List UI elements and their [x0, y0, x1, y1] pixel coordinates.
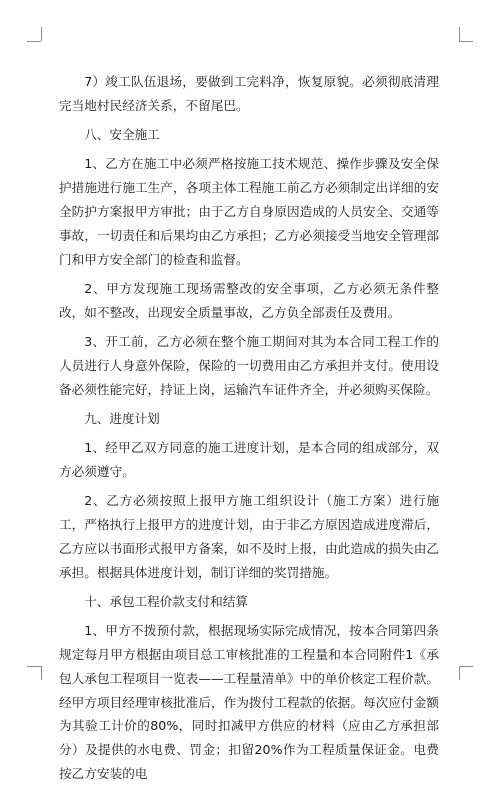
crop-mark-bottom-left-v — [41, 666, 42, 680]
section-heading-safety: 八、安全施工 — [84, 127, 160, 143]
paragraph-schedule-1: 1、经甲乙双方同意的施工进度计划，是本合同的组成部分，双方必须遵守。 — [59, 440, 439, 479]
crop-mark-bottom-right-v — [459, 666, 460, 680]
document-body — [59, 70, 439, 791]
paragraph-cleanup: 7）竣工队伍退场，要做到工完料净，恢复原貌。必须彻底清理完当地村民经济关系，不留尾巴。 — [59, 74, 439, 113]
section-heading-payment: 十、承包工程价款支付和结算 — [84, 593, 248, 609]
crop-mark-top-right-h — [459, 41, 473, 42]
section-heading-schedule: 九、进度计划 — [84, 410, 160, 426]
paragraph-payment-1: 1、甲方不拨预付款，根据现场实际完成情况，按本合同第四条规定每月甲方根据由项目总工审核批准的工程量和本合同附件1《承包人承包工程项目一览表——工程量清单》中的单价核定工程价款。经甲方项目经理审核批准后，作为拨付工程款的依据。每次应付金额为其验工计价的80%，同时扣减甲方供应的材料（应由乙方承担部分）及提供的水电费、罚金；扣留20%作为工程质量保证金。电费按乙方安装的电 — [59, 623, 439, 782]
paragraph-safety-1: 1、乙方在施工中必须严格按施工技术规范、操作步骤及安全保护措施进行施工生产，各项主体工程施工前乙方必须制定出详细的安全防护方案报甲方审批；由于乙方自身原因造成的人员安全、交通等事故，一切责任和后果均由乙方承担；乙方必须接受当地安全管理部门和甲方安全部门的检查和监督。 — [59, 156, 439, 267]
crop-mark-bottom-left-h — [27, 666, 41, 667]
paragraph-safety-2: 2、甲方发现施工现场需整改的安全事项，乙方必须无条件整改，如不整改，出现安全质量事故，乙方负全部责任及费用。 — [59, 280, 439, 320]
paragraph-schedule-2: 2、乙方必须按照上报甲方施工组织设计（施工方案）进行施工，严格执行上报甲方的进度计划，由于非乙方原因造成进度滞后，乙方应以书面形式报甲方备案，如不及时上报，由此造成的损失由乙承担。根据具体进度计划，制订详细的奖罚措施。 — [59, 493, 439, 580]
crop-mark-top-left-v — [41, 27, 42, 41]
crop-mark-bottom-right-h — [459, 666, 473, 667]
crop-mark-top-left-h — [27, 41, 41, 42]
crop-mark-top-right-v — [459, 27, 460, 41]
paragraph-safety-3: 3、开工前，乙方必须在整个施工期间对其为本合同工程工作的人员进行人身意外保险，保险的一切费用由乙方承担并支付。使用设备必须性能完好，持证上岗，运输汽车证件齐全，并必须购买保险。 — [59, 333, 439, 397]
